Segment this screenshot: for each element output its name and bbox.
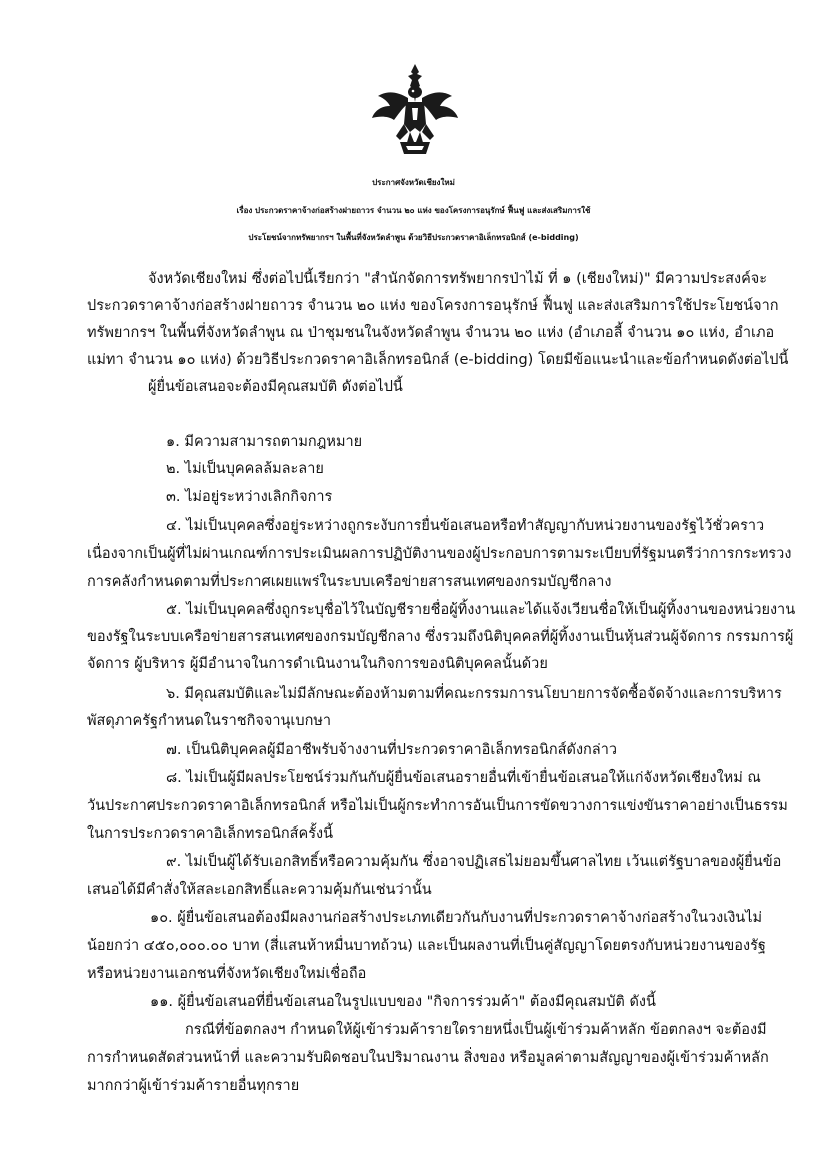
body-line: จัดการ ผู้บริหาร ผู้มีอำนาจในการดำเนินงานในกิจการของนิติบุคคลนั้นด้วย (87, 656, 548, 672)
body-line: ทรัพยากรฯ ในพื้นที่จังหวัดลำพูน ณ ป่าชุมชนในจังหวัดลำพูน จำนวน ๒๐ แห่ง (อำเภอลี้ จำนวน ๑๐ แห่ง, อำเภอ (87, 325, 775, 341)
list-item: ๑. มีความสามารถตามกฎหมาย (166, 434, 363, 450)
body-line: ในการประกวดราคาอิเล็กทรอนิกส์ครั้งนี้ (87, 826, 333, 842)
body-line: การกำหนดสัดส่วนหน้าที่ และความรับผิดชอบในปริมาณงาน สิ่งของ หรือมูลค่าตามสัญญาของผู้เข้าร่วมค้าหลัก (87, 1050, 769, 1066)
body-line: ผู้ยื่นข้อเสนอจะต้องมีคุณสมบัติ ดังต่อไปนี้ (148, 379, 403, 395)
body-line: ประกวดราคาจ้างก่อสร้างฝายถาวร จำนวน ๒๐ แห่ง ของโครงการอนุรักษ์ ฟื้นฟู และส่งเสริมการใช้ประโยชน์จาก (87, 298, 779, 314)
body-line: กรณีที่ข้อตกลงฯ กำหนดให้ผู้เข้าร่วมค้ารายใดรายหนึ่งเป็นผู้เข้าร่วมค้าหลัก ข้อตกลงฯ จะต้องมี (185, 1022, 767, 1038)
body-line: เสนอได้มีคำสั่งให้สละเอกสิทธิ์และความคุ้มกันเช่นว่านั้น (87, 882, 432, 898)
document-title: ประกาศจังหวัดเชียงใหม่ (372, 178, 455, 187)
body-line: การคลังกำหนดตามที่ประกาศเผยแพร่ในระบบเครือข่ายสารสนเทศของกรมบัญชีกลาง (87, 574, 612, 590)
list-item: ๖. มีคุณสมบัติและไม่มีลักษณะต้องห้ามตามที่คณะกรรมการนโยบายการจัดซื้อจัดจ้างและการบริหาร (166, 686, 782, 702)
subject-line-1: เรื่อง ประกวดราคาจ้างก่อสร้างฝายถาวร จำนวน ๒๐ แห่ง ของโครงการอนุรักษ์ ฟื้นฟู และส่งเสริมการใช้ (236, 206, 591, 215)
list-item: ๔. ไม่เป็นบุคคลซึ่งอยู่ระหว่างถูกระงับการยื่นข้อเสนอหรือทำสัญญากับหน่วยงานของรัฐไว้ชั่วคราว (166, 518, 765, 534)
body-line: วันประกาศประกวดราคาอิเล็กทรอนิกส์ หรือไม่เป็นผู้กระทำการอันเป็นการขัดขวางการแข่งขันราคาอย่างเป็นธรรม (87, 798, 788, 814)
body-line: มากกว่าผู้เข้าร่วมค้ารายอื่นทุกราย (87, 1078, 300, 1094)
body-line: พัสดุภาครัฐกำหนดในราชกิจจานุเบกษา (87, 713, 332, 729)
body-line: หรือหน่วยงานเอกชนที่จังหวัดเชียงใหม่เชื่อถือ (87, 966, 367, 982)
body-line: แม่ทา จำนวน ๑๐ แห่ง) ด้วยวิธีประกวดราคาอิเล็กทรอนิกส์ (e-bidding) โดยมีข้อแนะนำและข้อกำหนดดังต่อไปนี้ (87, 352, 789, 368)
list-item: ๕. ไม่เป็นบุคคลซึ่งถูกระบุชื่อไว้ในบัญชีรายชื่อผู้ทิ้งงานและได้แจ้งเวียนชื่อให้เป็นผู้ทิ้งงานของหน่วยงาน (166, 602, 796, 618)
body-line: ของรัฐในระบบเครือข่ายสารสนเทศของกรมบัญชีกลาง ซึ่งรวมถึงนิติบุคคลที่ผู้ทิ้งงานเป็นหุ้นส่วนผู้จัดการ กรรมการผู้ (87, 629, 794, 645)
list-item: ๗. เป็นนิติบุคคลผู้มีอาชีพรับจ้างงานที่ประกวดราคาอิเล็กทรอนิกส์ดังกล่าว (166, 742, 617, 758)
garuda-emblem-icon (370, 62, 460, 157)
list-item: ๓. ไม่อยู่ระหว่างเลิกกิจการ (166, 489, 333, 505)
body-line: น้อยกว่า ๔๕๐,๐๐๐.๐๐ บาท (สี่แสนห้าหมื่นบาทถ้วน) และเป็นผลงานที่เป็นคู่สัญญาโดยตรงกับหน่วยงานของรัฐ (87, 938, 766, 954)
subject-line-2: ประโยชน์จากทรัพยากรฯ ในพื้นที่จังหวัดลำพูน ด้วยวิธีประกวดราคาอิเล็กทรอนิกส์ (e-bidding) (248, 233, 579, 242)
body-line: เนื่องจากเป็นผู้ที่ไม่ผ่านเกณฑ์การประเมินผลการปฏิบัติงานของผู้ประกอบการตามระเบียบที่รัฐมนตรีว่าการกระทรวง (87, 546, 792, 562)
list-item: ๙. ไม่เป็นผู้ได้รับเอกสิทธิ์หรือความคุ้มกัน ซึ่งอาจปฏิเสธไม่ยอมขึ้นศาลไทย เว้นแต่รัฐบาลของผู้ยื่นข้อ (166, 854, 782, 870)
body-line: จังหวัดเชียงใหม่ ซึ่งต่อไปนี้เรียกว่า "สำนักจัดการทรัพยากรป่าไม้ ที่ ๑ (เชียงใหม่)" มีความประสงค์จะ (148, 271, 768, 287)
list-item: ๒. ไม่เป็นบุคคลล้มละลาย (166, 461, 324, 477)
list-item: ๑๐. ผู้ยื่นข้อเสนอต้องมีผลงานก่อสร้างประเภทเดียวกันกับงานที่ประกวดราคาจ้างก่อสร้างในวงเงินไม่ (150, 910, 763, 926)
list-item: ๘. ไม่เป็นผู้มีผลประโยชน์ร่วมกันกับผู้ยื่นข้อเสนอรายอื่นที่เข้ายื่นข้อเสนอให้แก่จังหวัดเชียงใหม่ ณ (166, 770, 761, 786)
list-item: ๑๑. ผู้ยื่นข้อเสนอที่ยื่นข้อเสนอในรูปแบบของ "กิจการร่วมค้า" ต้องมีคุณสมบัติ ดังนี้ (150, 994, 656, 1010)
